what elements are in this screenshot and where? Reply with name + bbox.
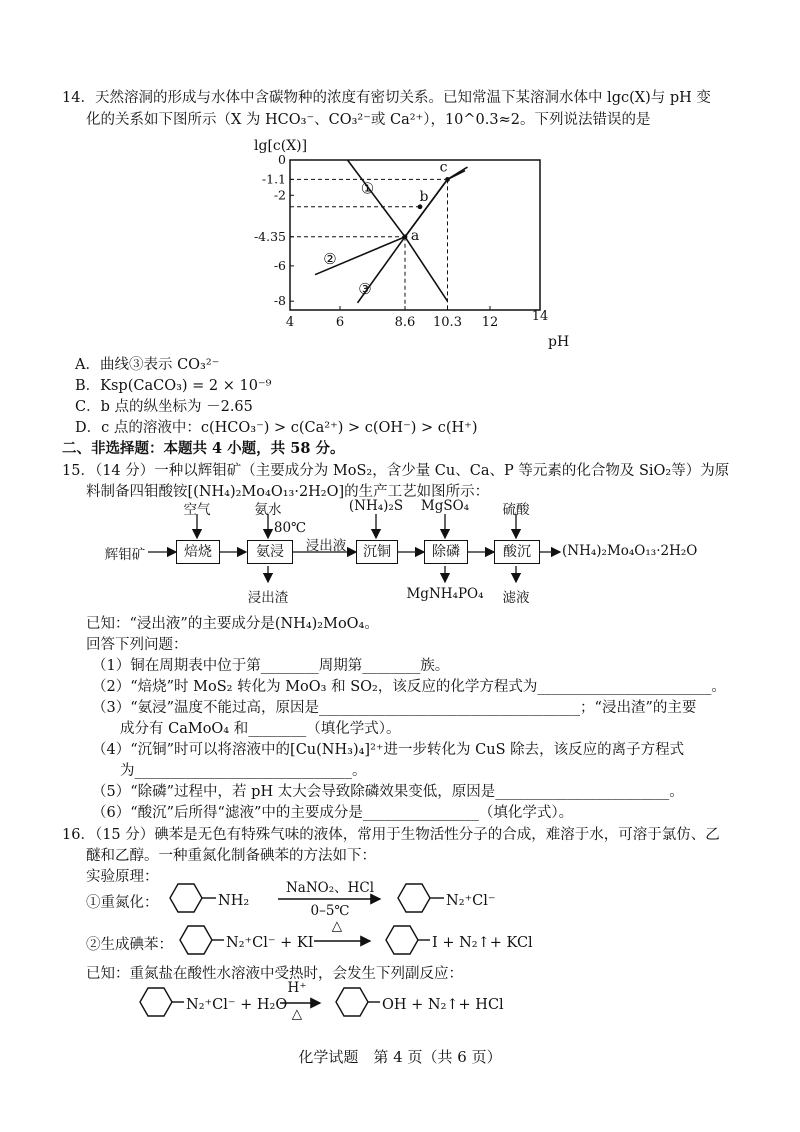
q14-stem-line2: 化的关系如下图所示（X 为 HCO₃⁻、CO₃²⁻或 Ca²⁺），10^0.3≈2。下列说法错误的是 (86, 112, 651, 128)
q15-sub-4: （4）“沉铜”时可以将溶液中的[Cu(NH₃)₄]²⁺进一步转化为 CuS 除去，该反应的离子方程式 (92, 742, 685, 758)
r1-condition-top: NaNO₂、HCl (285, 880, 375, 896)
r3-condition-bottom: △ (291, 1006, 303, 1022)
q14-option-b: B．Ksp(CaCO₃) = 2 × 10⁻⁹ (75, 378, 272, 394)
q16-stem-line2: 醚和乙醇。一种重氮化制备碘苯的方法如下： (86, 848, 376, 864)
flow-step-acid-precip: 酸沉 (494, 540, 540, 564)
chart-series-label-1: ① (360, 179, 375, 198)
flow-leachate-label: 浸出液 (305, 538, 347, 554)
r3-reactant: N₂⁺Cl⁻ + H₂O (186, 997, 288, 1013)
chart-series-label-3: ③ (358, 280, 372, 299)
r2-product: I + N₂↑+ KCl (432, 935, 533, 951)
benzene-ring-icon (170, 884, 202, 912)
flow-step-roast: 焙烧 (176, 540, 220, 564)
chart-x-tick-label: 4 (285, 315, 295, 330)
q15-sub-3-cont: 成分有 CaMoO₄ 和________（填化学式）。 (120, 721, 401, 737)
q15-answer-prompt: 回答下列问题： (86, 637, 188, 653)
q14-stem-line1: 14．天然溶洞的形成与水体中含碳物种的浓度有密切关系。已知常温下某溶洞水体中 lgc(X)与 pH 变 (62, 90, 711, 106)
q15-sub-5: （5）“除磷”过程中，若 pH 太大会导致除磷效果变低，原因是________________________。 (92, 784, 684, 800)
chart-x-tick-label: 8.6 (394, 315, 416, 330)
chart-point-label-a: a (410, 227, 420, 244)
flow-input-ammonia: 氨水 (254, 502, 282, 518)
q15-stem-line1: 15．（14 分）一种以辉钼矿（主要成分为 MoS₂，含少量 Cu、Ca、P 等元素的化合物及 SiO₂等）为原 (62, 463, 730, 479)
chart-y-tick-label: 0 (278, 152, 286, 167)
chart-point-c (445, 177, 450, 182)
flow-output-residue: 浸出渣 (247, 590, 289, 606)
chart-x-tick-label: 10.3 (433, 315, 462, 330)
q15-flowchart (0, 498, 800, 610)
chart-point-label-b: b (419, 188, 429, 205)
q15-sub-2: （2）“焙烧”时 MoS₂ 转化为 MoO₃ 和 SO₂，该反应的化学方程式为________________________。 (92, 679, 726, 695)
chart-x-tick-label: 14 (531, 309, 549, 324)
r3-product: OH + N₂↑+ HCl (382, 997, 504, 1013)
benzene-ring-icon (180, 926, 212, 954)
r3-condition-top: H⁺ (287, 980, 307, 996)
r1-reactant: NH₂ (218, 893, 250, 909)
q15-sub-1: （1）铜在周期表中位于第________周期第________族。 (92, 658, 450, 674)
q15-known: 已知：“浸出液”的主要成分是(NH₄)₂MoO₄。 (86, 616, 379, 632)
flow-input-mgso4: MgSO₄ (420, 498, 470, 514)
flow-product-label: (NH₄)₂Mo₄O₁₃·2H₂O (562, 543, 698, 559)
q15-sub-3: （3）“氨浸”温度不能过高，原因是____________________________________；“浸出渣”的主要 (92, 700, 697, 716)
flow-step-ammonia-leach: 氨浸 (247, 540, 293, 564)
chart-point-label-c: c (439, 159, 448, 176)
section-heading: 二、非选择题：本题共 4 小题，共 58 分。 (62, 440, 345, 457)
flow-step-dephos: 除磷 (424, 540, 468, 564)
flow-input-air: 空气 (183, 502, 211, 518)
flow-temp-label: 80℃ (273, 520, 307, 536)
chart-series-label-2: ② (323, 250, 337, 269)
chart-ylabel: lg[c(X)] (254, 138, 308, 154)
r1-label: ①重氮化： (86, 895, 159, 911)
flow-input-sulfuric: 硫酸 (502, 502, 530, 518)
chart-y-tick-label: -2 (273, 187, 286, 203)
q15-sub-6: （6）“酸沉”后所得“滤液”中的主要成分是________________（填化学式）。 (92, 805, 574, 821)
chart-y-tick-label: -6 (273, 257, 286, 273)
chart-y-tick-label: -1.1 (261, 171, 286, 187)
flow-output-filtrate: 滤液 (502, 590, 530, 606)
flow-start-label: 辉钼矿 (104, 547, 146, 563)
chart-y-tick-label: -4.35 (253, 228, 286, 244)
r2-reactant: N₂⁺Cl⁻ + KI (226, 935, 314, 951)
r1-product: N₂⁺Cl⁻ (446, 893, 496, 909)
flow-step-copper-precip: 沉铜 (356, 540, 398, 564)
chart-x-tick-label: 6 (335, 315, 345, 330)
q15-stem-line2: 料制备四钼酸铵[(NH₄)₂Mo₄O₁₃·2H₂O]的生产工艺如图所示： (86, 484, 490, 500)
q14-option-c: C．b 点的纵坐标为 －2.65 (75, 399, 253, 415)
flow-output-mgnh4po4: MgNH₄PO₄ (406, 586, 484, 602)
chart-point-a (403, 234, 408, 239)
q16-principle: 实验原理： (86, 869, 159, 885)
chart-x-tick-label: 12 (481, 315, 499, 330)
chart-point-b (418, 204, 423, 209)
q14-option-d: D．c 点的溶液中：c(HCO₃⁻) > c(Ca²⁺) > c(OH⁻) > c(H⁺) (75, 420, 478, 436)
chart-xlabel: pH (548, 334, 570, 350)
benzene-ring-icon (386, 926, 418, 954)
chart-y-tick-label: -8 (273, 293, 286, 309)
benzene-ring-icon (336, 988, 368, 1016)
r2-label: ②生成碘苯： (86, 937, 173, 953)
q14-chart (240, 130, 570, 360)
benzene-ring-icon (398, 884, 430, 912)
r2-condition: △ (331, 918, 343, 934)
flow-input-nh4s: (NH₄)₂S (348, 498, 404, 514)
q16-stem-line1: 16．（15 分）碘苯是无色有特殊气味的液体，常用于生物活性分子的合成，难溶于水，可溶于氯仿、乙 (62, 827, 720, 843)
page-footer: 化学试题 第 4 页（共 6 页） (298, 1048, 502, 1066)
benzene-ring-icon (140, 988, 172, 1016)
r1-condition-bottom: 0–5℃ (310, 903, 350, 919)
q15-sub-4-cont: 为______________________________。 (120, 763, 367, 779)
q16-known: 已知：重氮盐在酸性水溶液中受热时，会发生下列副反应： (86, 966, 463, 982)
q14-option-a: A．曲线③表示 CO₃²⁻ (75, 357, 220, 373)
